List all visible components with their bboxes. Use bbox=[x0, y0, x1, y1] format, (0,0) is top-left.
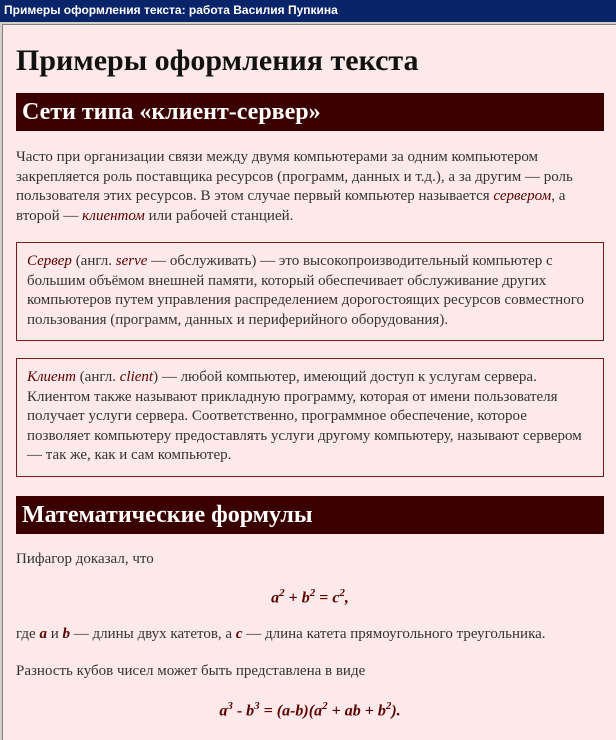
var-a: a bbox=[39, 626, 47, 643]
page-title: Примеры оформления текста bbox=[16, 44, 419, 77]
server-definition-box: Сервер (англ. serve — обслуживать) — это высокопроизводительный компьютер с большим объёмом внешней памяти, который обеспечивает обслуживание других компьютеров путем управления распределением дорогостоящих ресурсов совместного пользования (программ, данных и периферийного оборудования). bbox=[16, 242, 604, 341]
server-english: serve bbox=[115, 253, 148, 269]
cubes-paragraph: Разность кубов чисел может быть представлена в виде bbox=[16, 662, 366, 679]
intro-paragraph: Часто при организации связи между двумя компьютерами за одним компьютером закрепляется роль поставщика ресурсов (программ, данных и т.д.), а за другим — роль пользователя этих ресурсов. В этом случае первый компьютер называется сервером, а второй — клиентом или рабочей станцией. bbox=[16, 149, 573, 224]
legs-paragraph: где a и b — длины двух катетов, а c — длина катета прямоугольного треугольника. bbox=[16, 626, 546, 643]
pythagoras-paragraph: Пифагор доказал, что bbox=[16, 550, 154, 567]
page-content bbox=[3, 41, 616, 721]
client-term: Клиент bbox=[27, 369, 76, 385]
term-server: сервером bbox=[493, 188, 552, 204]
client-definition-box: Клиент (англ. client) — любой компьютер, имеющий доступ к услугам сервера. Клиентом также называют прикладную программу, которая от имени пользователя получает услуги сервера. Соответственно, программное обеспечение, которое позволяет компьютеру предоставлять услуги другому компьютеру, называют сервером — так же, как и сам компьютер. bbox=[16, 358, 604, 477]
window-title: Примеры оформления текста: работа Василия Пупкина bbox=[4, 3, 338, 17]
var-b: b bbox=[62, 626, 70, 643]
term-client: клиентом bbox=[82, 207, 145, 224]
section-heading-client-server: Сети типа «клиент-сервер» bbox=[16, 93, 604, 131]
cubes-formula: $a^3 - b^3 = (a-b)(a^2$ + ab + $b^2$). bbox=[219, 700, 401, 720]
pythagoras-formula: $a^2 + b^2 = c^2$, bbox=[271, 587, 349, 607]
var-c: c bbox=[235, 626, 243, 643]
window-title-bar bbox=[0, 0, 616, 22]
server-term: Сервер bbox=[27, 253, 72, 269]
document-viewport[interactable] bbox=[2, 24, 616, 740]
client-english: client bbox=[119, 369, 154, 385]
section-heading-math: Математические формулы bbox=[16, 496, 604, 534]
